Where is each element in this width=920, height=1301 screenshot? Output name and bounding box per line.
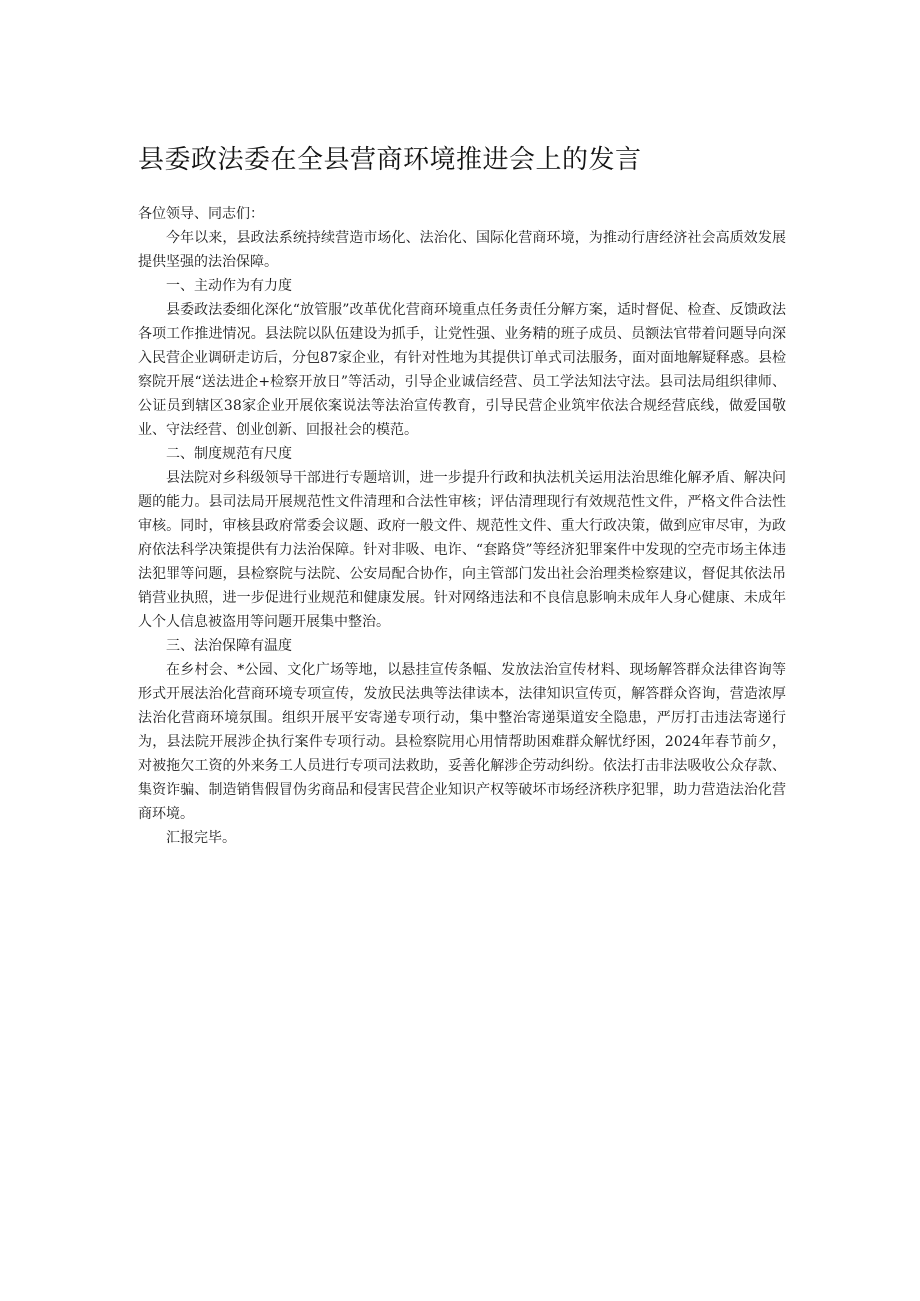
section-heading-1: 一、主动作为有力度: [166, 278, 292, 294]
salutation: 各位领导、同志们：: [138, 206, 264, 222]
document-page: [138, 140, 786, 850]
section-body-2: 县法院对乡科级领导干部进行专题培训，进一步提升行政和执法机关运用法治思维化解矛盾、解决问题的能力。县司法局开展规范性文件清理和合法性审核；评估清理现行有效规范性文件，严格文件合法性审核。同时，审核县政府常委会议题、政府一般文件、规范性文件、重大行政决策，做到应审尽审，为政府依法科学决策提供有力法治保障。针对非吸、电诈、“套路贷”等经济犯罪案件中发现的空壳市场主体违法犯罪等问题，县检察院与法院、公安局配合协作，向主管部门发出社会治理类检察建议，督促其依法吊销营业执照，进一步促进行业规范和健康发展。针对网络违法和不良信息影响未成年人身心健康、未成年人个人信息被盗用等问题开展集中整治。: [138, 470, 786, 630]
closing-line: 汇报完毕。: [166, 830, 236, 846]
section-heading-3: 三、法治保障有温度: [166, 638, 292, 654]
section-heading-2: 二、制度规范有尺度: [166, 446, 292, 462]
section-body-3: 在乡村会、*公园、文化广场等地，以悬挂宣传条幅、发放法治宣传材料、现场解答群众法律咨询等形式开展法治化营商环境专项宣传，发放民法典等法律读本，法律知识宣传页，解答群众咨询，营造浓厚法治化营商环境氛围。组织开展平安寄递专项行动，集中整治寄递渠道安全隐患，严厉打击违法寄递行为，县法院开展涉企执行案件专项行动。县检察院用心用情帮助困难群众解忧纾困，2024年春节前夕，对被拖欠工资的外来务工人员进行专项司法救助，妥善化解涉企劳动纠纷。依法打击非法吸收公众存款、集资诈骗、制造销售假冒伪劣商品和侵害民营企业知识产权等破坏市场经济秩序犯罪，助力营造法治化营商环境。: [138, 662, 786, 822]
section-body-1: 县委政法委细化深化“放管服”改革优化营商环境重点任务责任分解方案，适时督促、检查、反馈政法各项工作推进情况。县法院以队伍建设为抓手，让党性强、业务精的班子成员、员额法官带着问题导向深入民营企业调研走访后，分包87家企业，有针对性地为其提供订单式司法服务，面对面地解疑释惑。县检察院开展“送法进企+检察开放日”等活动，引导企业诚信经营、员工学法知法守法。县司法局组织律师、公证员到辖区38家企业开展依案说法等法治宣传教育，引导民营企业筑牢依法合规经营底线，做爱国敬业、守法经营、创业创新、回报社会的模范。: [138, 302, 786, 438]
intro-paragraph: 今年以来，县政法系统持续营造市场化、法治化、国际化营商环境，为推动行唐经济社会高质效发展提供坚强的法治保障。: [138, 230, 786, 270]
document-title: 县委政法委在全县营商环境推进会上的发言: [138, 145, 642, 175]
